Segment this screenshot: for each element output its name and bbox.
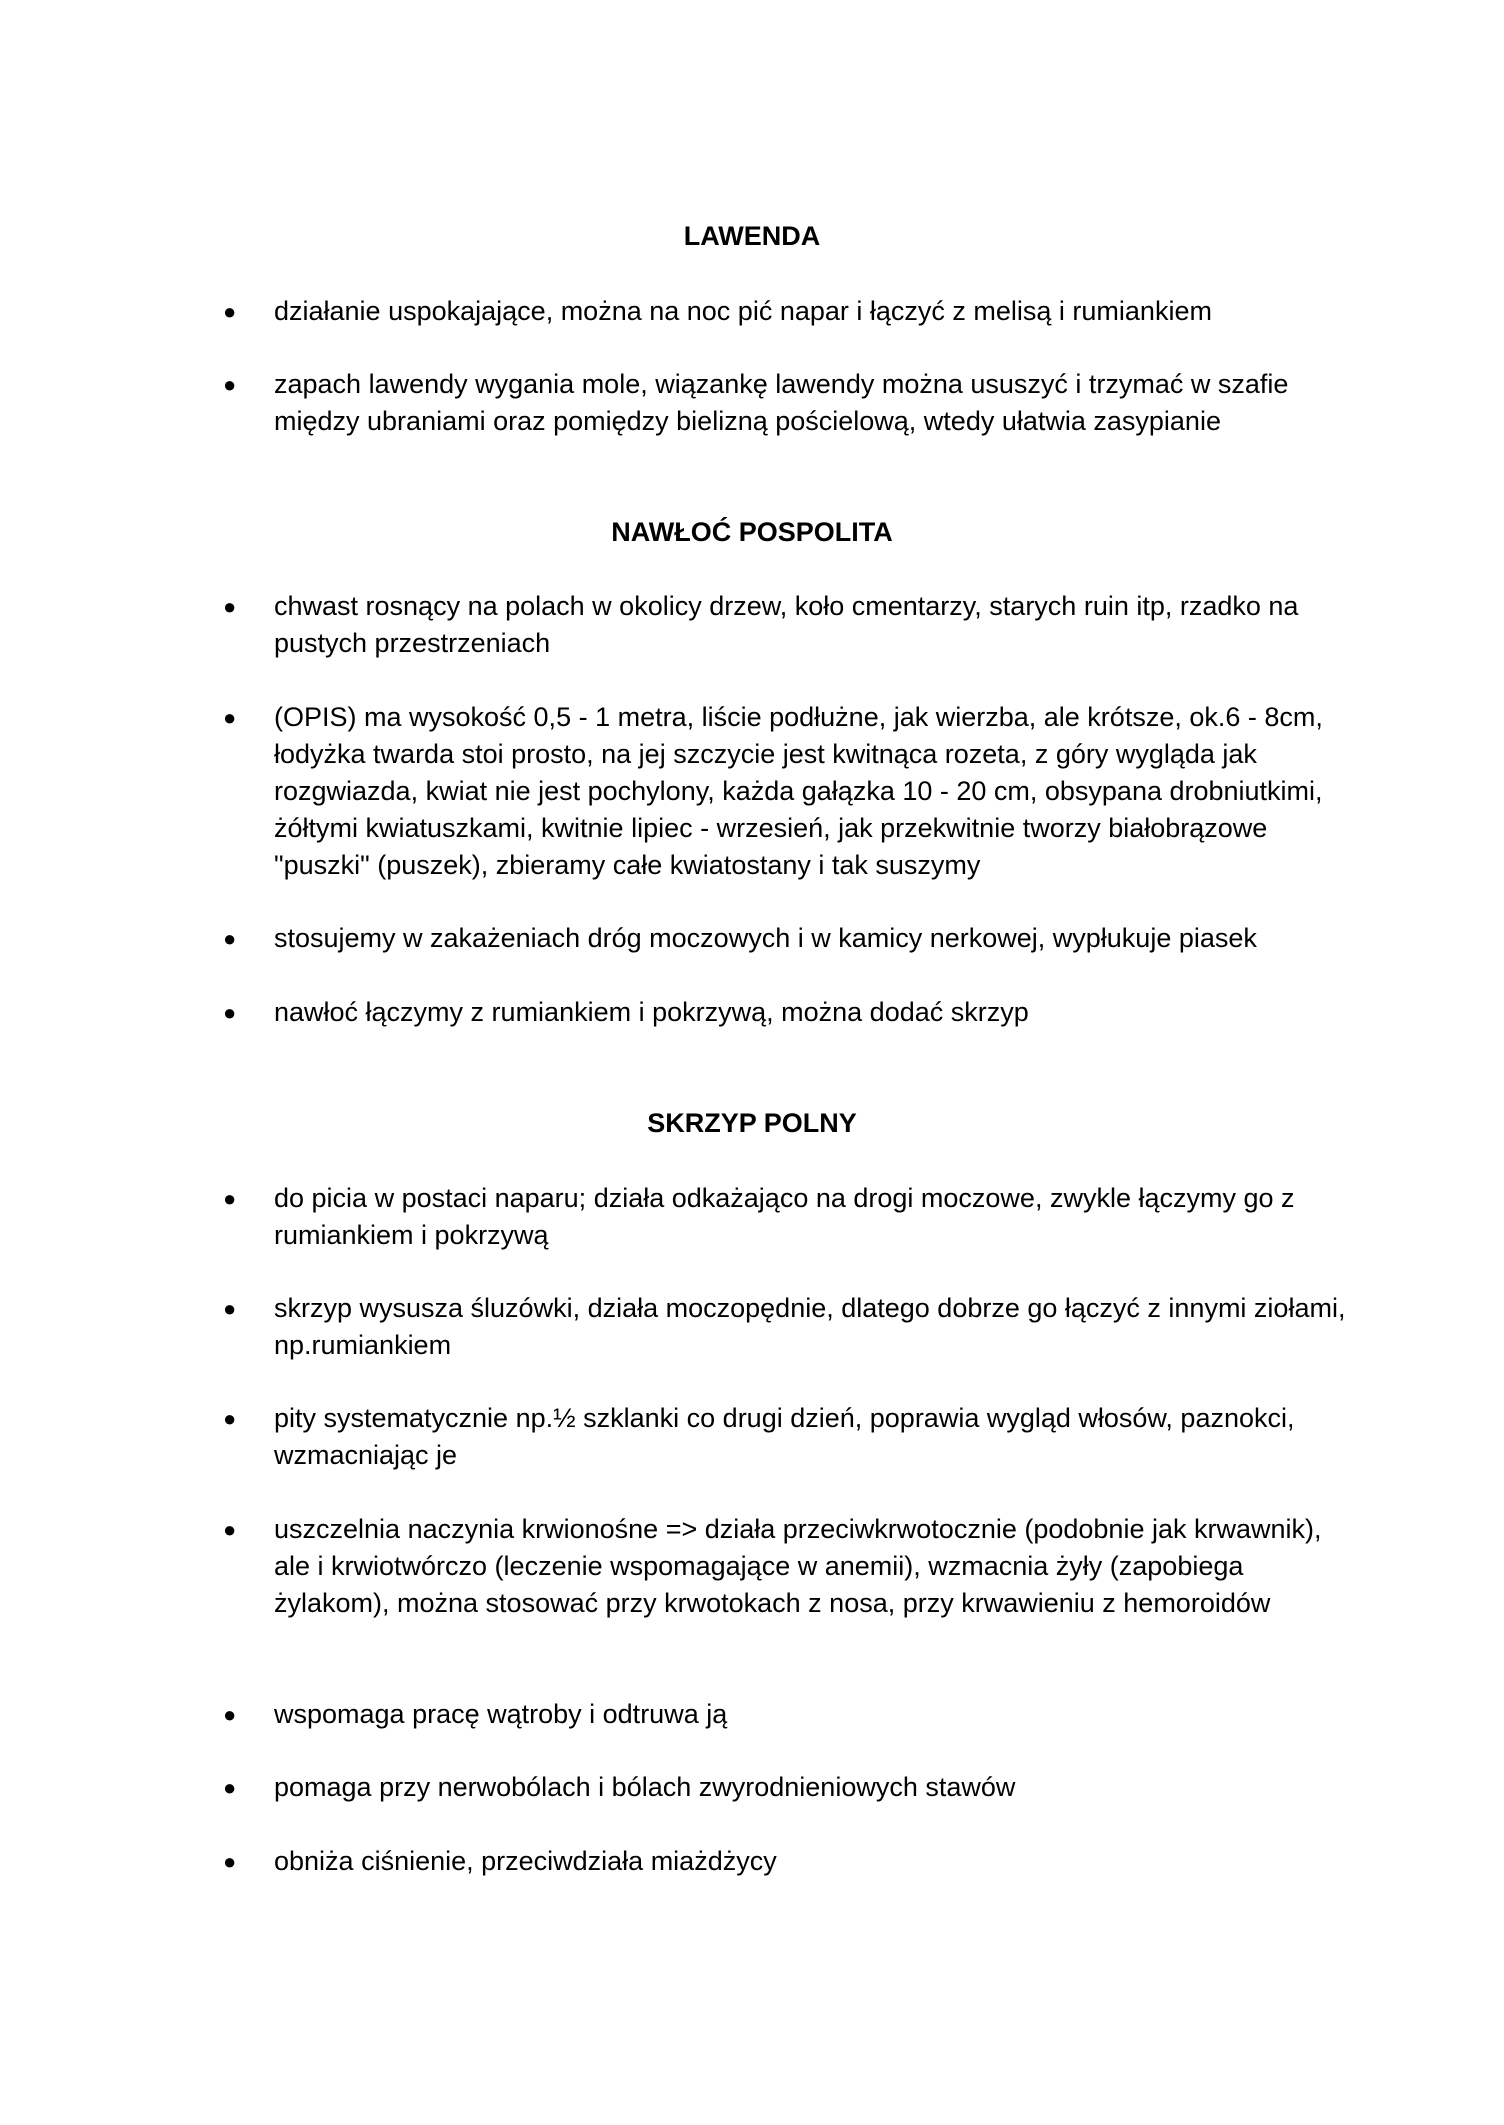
list-item	[223, 293, 1346, 330]
list-item-text: wspomaga pracę wątroby i odtruwa ją	[274, 1699, 728, 1729]
list-item-text: działanie uspokajające, można na noc pić napar i łączyć z melisą i rumiankiem	[274, 296, 1212, 326]
bullet-icon: ●	[223, 926, 237, 951]
bullet-icon: ●	[223, 594, 237, 619]
list-item-text: obniża ciśnienie, przeciwdziała miażdżycy	[274, 1846, 777, 1876]
bullet-icon: ●	[223, 372, 237, 397]
list-item-text: do picia w postaci naparu; działa odkażająco na drogi moczowe, zwykle łączymy go z rumiankiem i pokrzywą	[274, 1183, 1295, 1250]
section-title-lawenda: LAWENDA	[683, 221, 821, 251]
list-item-text: pomaga przy nerwobólach i bólach zwyrodnieniowych stawów	[274, 1772, 1016, 1802]
list-item	[223, 994, 1346, 1031]
list-item-text: chwast rosnący na polach w okolicy drzew, koło cmentarzy, starych ruin itp, rzadko na pustych przestrzeniach	[274, 591, 1299, 658]
list-item	[223, 1696, 1346, 1733]
list-item	[223, 1511, 1346, 1622]
bullet-icon: ●	[223, 1186, 237, 1211]
list-item	[223, 588, 1346, 662]
bullet-icon: ●	[223, 1702, 237, 1727]
list-item	[223, 1769, 1346, 1806]
bullet-icon: ●	[223, 1517, 237, 1542]
list-item	[223, 699, 1346, 884]
list-item	[223, 1180, 1346, 1254]
bullet-icon: ●	[223, 1849, 237, 1874]
list-item-text: stosujemy w zakażeniach dróg moczowych i w kamicy nerkowej, wypłukuje piasek	[274, 923, 1257, 953]
bullet-icon: ●	[223, 705, 237, 730]
bullet-icon: ●	[223, 1296, 237, 1321]
list-item-text: (OPIS) ma wysokość 0,5 - 1 metra, liście podłużne, jak wierzba, ale krótsze, ok.6 - 8cm, łodyżka twarda stoi prosto, na jej szczycie jest kwitnąca rozeta, z góry wygląda jak rozgwiazda, kwiat nie jest pochylony, każda gałązka 10 - 20 cm, obsypana drobniutkimi, żółtymi kwiatuszkami, kwitnie lipiec - wrzesień, jak przekwitnie tworzy białobrązowe "puszki" (puszek), zbieramy całe kwiatostany i tak suszymy	[274, 702, 1323, 880]
list-item-text: skrzyp wysusza śluzówki, działa moczopędnie, dlatego dobrze go łączyć z innymi ziołami, np.rumiankiem	[274, 1293, 1346, 1360]
bullet-icon: ●	[223, 299, 237, 324]
list-item-text: uszczelnia naczynia krwionośne => działa przeciwkrwotocznie (podobnie jak krwawnik), ale i krwiotwórczo (leczenie wspomagające w anemii), wzmacnia żyły (zapobiega żylakom), można stosować przy krwotokach z nosa, przy krwawieniu z hemoroidów	[274, 1514, 1322, 1618]
bullet-icon: ●	[223, 1775, 237, 1800]
bullet-icon: ●	[223, 1000, 237, 1025]
bullet-icon: ●	[223, 1406, 237, 1431]
list-item-text: nawłoć łączymy z rumiankiem i pokrzywą, można dodać skrzyp	[274, 997, 1029, 1027]
section-title-nawloc: NAWŁOĆ POSPOLITA	[611, 517, 893, 547]
list-item	[223, 366, 1346, 440]
list-item	[223, 1400, 1346, 1474]
list-item-text: zapach lawendy wygania mole, wiązankę lawendy można ususzyć i trzymać w szafie między ubraniami oraz pomiędzy bielizną pościelową, wtedy ułatwia zasypianie	[274, 369, 1289, 436]
list-item-text: pity systematycznie np.½ szklanki co drugi dzień, poprawia wygląd włosów, paznokci, wzmacniając je	[274, 1403, 1295, 1470]
list-item	[223, 1843, 1346, 1880]
list-item	[223, 920, 1346, 957]
list-item	[223, 1290, 1346, 1364]
section-title-skrzyp: SKRZYP POLNY	[647, 1108, 857, 1138]
